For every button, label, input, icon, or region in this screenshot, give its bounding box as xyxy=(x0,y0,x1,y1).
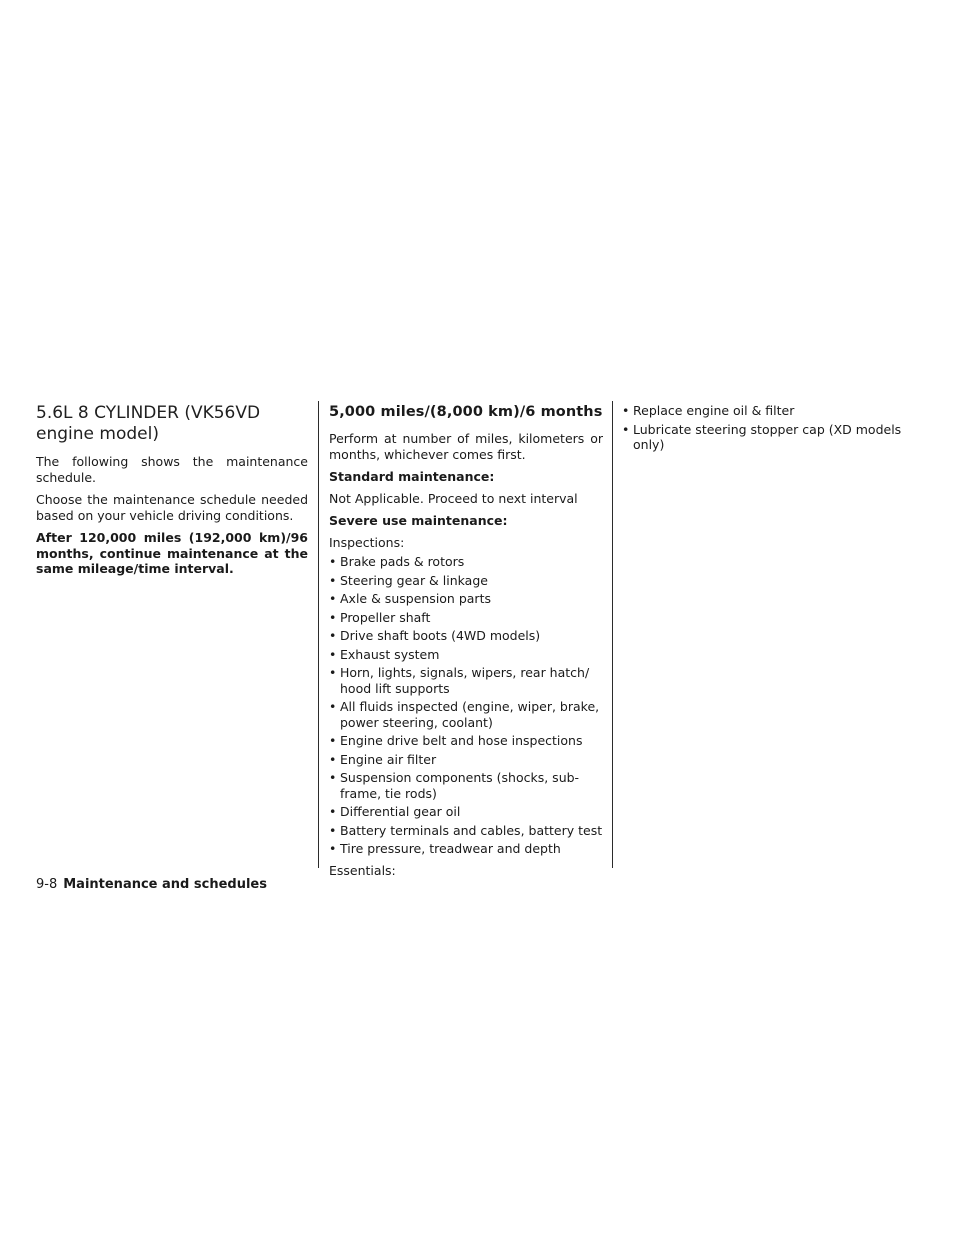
severe-maintenance-label: Severe use maintenance: xyxy=(329,513,508,528)
list-item: • Lubricate steering stopper cap (XD models only) xyxy=(622,421,902,452)
list-item: • Tire pressure, treadwear and depth xyxy=(329,841,561,856)
standard-maintenance-text: Not Applicable. Proceed to next interval xyxy=(329,490,578,506)
essentials-list xyxy=(622,403,912,453)
middle-column xyxy=(329,403,603,885)
page-number: 9-8 xyxy=(36,877,58,892)
column-divider xyxy=(612,401,613,868)
list-item: • Horn, lights, signals, wipers, rear hatch/ hood lift supports xyxy=(329,665,590,696)
list-item: • Engine drive belt and hose inspections xyxy=(329,733,583,748)
left-column xyxy=(36,403,308,584)
list-item: • All fluids inspected (engine, wiper, brake, power steering, coolant) xyxy=(329,699,600,730)
list-item: • Drive shaft boots (4WD models) xyxy=(329,628,541,643)
choose-schedule-paragraph: Choose the maintenance schedule needed based on your vehicle driving conditions. xyxy=(36,492,308,523)
right-column xyxy=(622,403,912,459)
list-item: • Axle & suspension parts xyxy=(329,591,491,606)
page-footer xyxy=(36,877,267,893)
column-divider xyxy=(318,401,319,868)
list-item: • Brake pads & rotors xyxy=(329,554,465,569)
interval-heading: 5,000 miles/(8,000 km)/6 months xyxy=(329,404,603,420)
inspections-label: Inspections: xyxy=(329,534,405,550)
list-item: • Propeller shaft xyxy=(329,609,431,625)
list-item: • Engine air filter xyxy=(329,751,437,767)
continuation-note: After 120,000 miles (192,000 km)/96 months, continue maintenance at the same mileage/time interval. xyxy=(36,530,308,576)
standard-maintenance-label: Standard maintenance: xyxy=(329,469,495,484)
chapter-title: Maintenance and schedules xyxy=(63,877,267,892)
essentials-label: Essentials: xyxy=(329,862,396,878)
list-item: • Differential gear oil xyxy=(329,804,461,819)
list-item: • Replace engine oil & filter xyxy=(622,403,795,418)
list-item: • Battery terminals and cables, battery test xyxy=(329,822,603,838)
list-item: • Steering gear & linkage xyxy=(329,572,488,588)
inspections-list xyxy=(329,554,603,857)
interval-intro: Perform at number of miles, kilometers or months, whichever comes first. xyxy=(329,431,603,462)
list-item: • Exhaust system xyxy=(329,646,440,662)
list-item: • Suspension components (shocks, sub-frame, tie rods) xyxy=(329,770,580,801)
section-title: 5.6L 8 CYLINDER (VK56VD engine model) xyxy=(36,403,261,444)
intro-paragraph: The following shows the maintenance schedule. xyxy=(36,454,308,485)
